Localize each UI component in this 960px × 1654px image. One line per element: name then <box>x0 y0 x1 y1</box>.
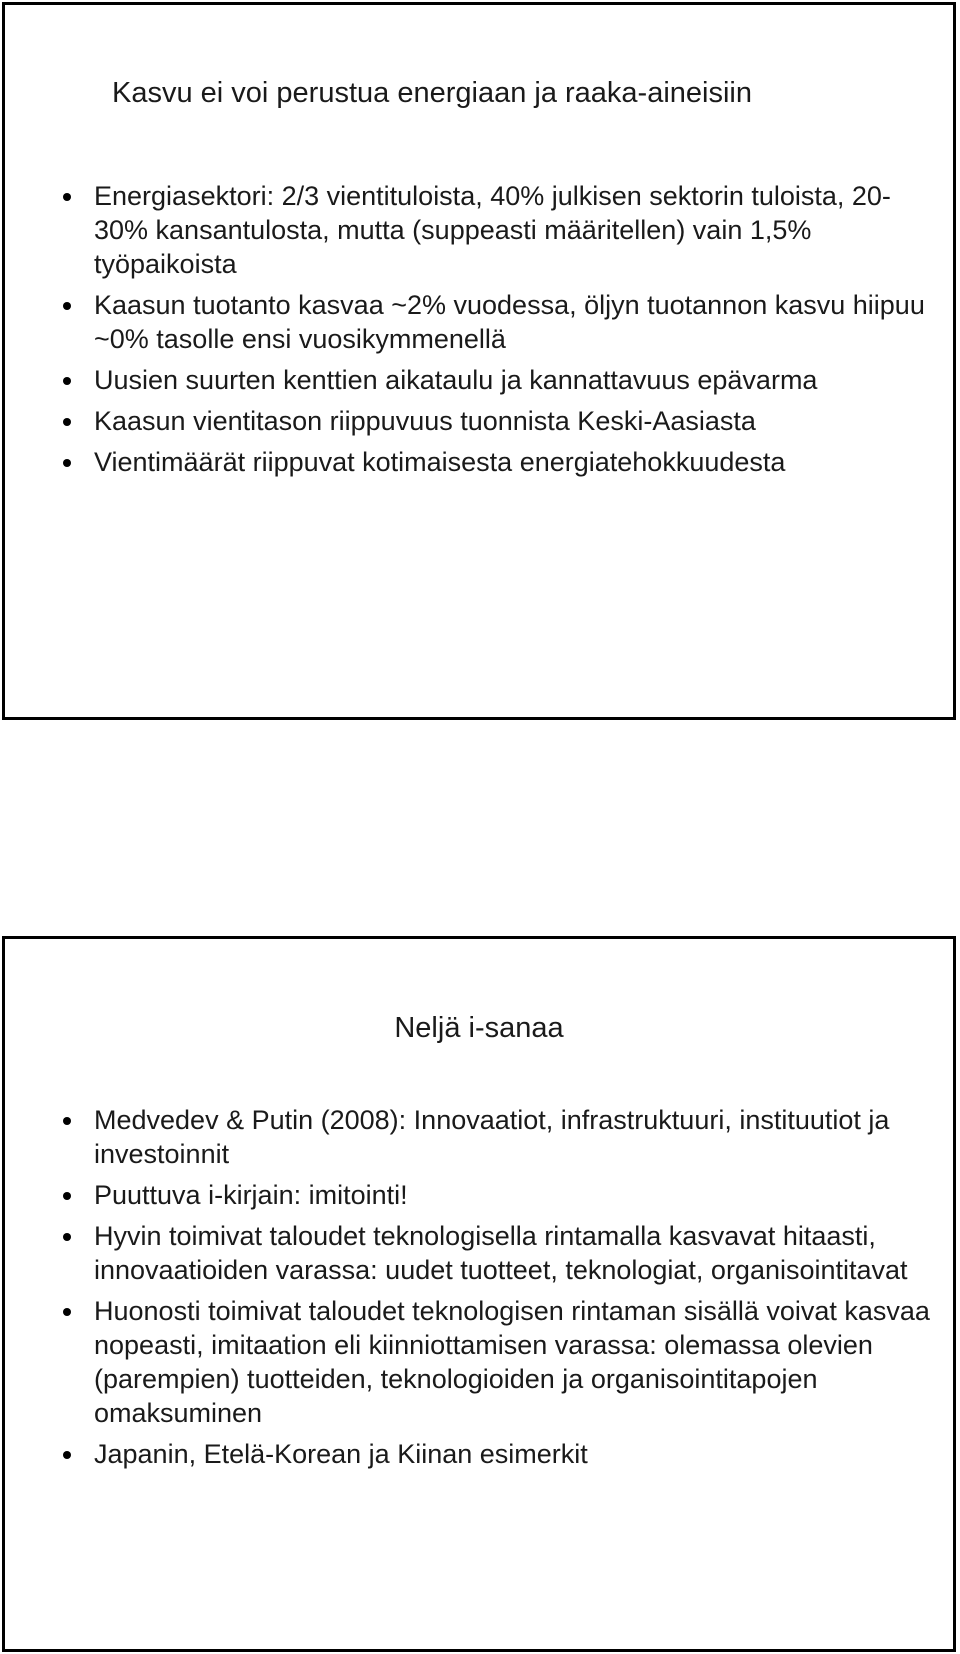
list-item <box>54 1294 933 1430</box>
bullet-icon <box>63 377 71 385</box>
list-item <box>54 1178 933 1212</box>
list-item <box>54 404 933 438</box>
bullet-text: Kaasun vientitason riippuvuus tuonnista Keski-Aasiasta <box>94 406 756 436</box>
bullet-text: Japanin, Etelä-Korean ja Kiinan esimerkit <box>94 1439 588 1469</box>
bullet-icon <box>63 1117 71 1125</box>
bullet-text: Puuttuva i-kirjain: imitointi! <box>94 1180 408 1210</box>
list-item <box>54 1103 933 1171</box>
bullet-list <box>54 179 933 486</box>
list-item <box>54 445 933 479</box>
bullet-text: Energiasektori: 2/3 vientituloista, 40% julkisen sektorin tuloista, 20-30% kansantulosta, mutta (suppeasti määritellen) vain 1,5% työpaikoista <box>94 181 891 279</box>
bullet-text: Kaasun tuotanto kasvaa ~2% vuodessa, öljyn tuotannon kasvu hiipuu ~0% tasolle ensi vuosikymmenellä <box>94 290 925 354</box>
slide-four-i-words <box>2 936 956 1652</box>
list-item <box>54 1437 933 1471</box>
bullet-icon <box>63 193 71 201</box>
bullet-icon <box>63 1451 71 1459</box>
bullet-list <box>54 1103 933 1478</box>
list-item <box>54 179 933 281</box>
list-item <box>54 1219 933 1287</box>
bullet-icon <box>63 1308 71 1316</box>
slide-title: Neljä i-sanaa <box>394 1012 564 1044</box>
list-item <box>54 288 933 356</box>
bullet-text: Huonosti toimivat taloudet teknologisen rintaman sisällä voivat kasvaa nopeasti, imitaation eli kiinniottamisen varassa: olemassa olevien (parempien) tuotteiden, teknologioiden ja organisointitapojen omaksuminen <box>94 1296 930 1428</box>
bullet-text: Uusien suurten kenttien aikataulu ja kannattavuus epävarma <box>94 365 818 395</box>
list-item <box>54 363 933 397</box>
bullet-icon <box>63 459 71 467</box>
bullet-icon <box>63 418 71 426</box>
slide-energy <box>2 2 956 720</box>
bullet-text: Hyvin toimivat taloudet teknologisella rintamalla kasvavat hitaasti, innovaatioiden varassa: uudet tuotteet, teknologiat, organisointitavat <box>94 1221 908 1285</box>
bullet-icon <box>63 302 71 310</box>
bullet-text: Medvedev & Putin (2008): Innovaatiot, infrastruktuuri, instituutiot ja investoinnit <box>94 1105 890 1169</box>
slide-title: Kasvu ei voi perustua energiaan ja raaka-aineisiin <box>112 77 752 109</box>
bullet-icon <box>63 1233 71 1241</box>
bullet-icon <box>63 1192 71 1200</box>
bullet-text: Vientimäärät riippuvat kotimaisesta energiatehokkuudesta <box>94 447 786 477</box>
